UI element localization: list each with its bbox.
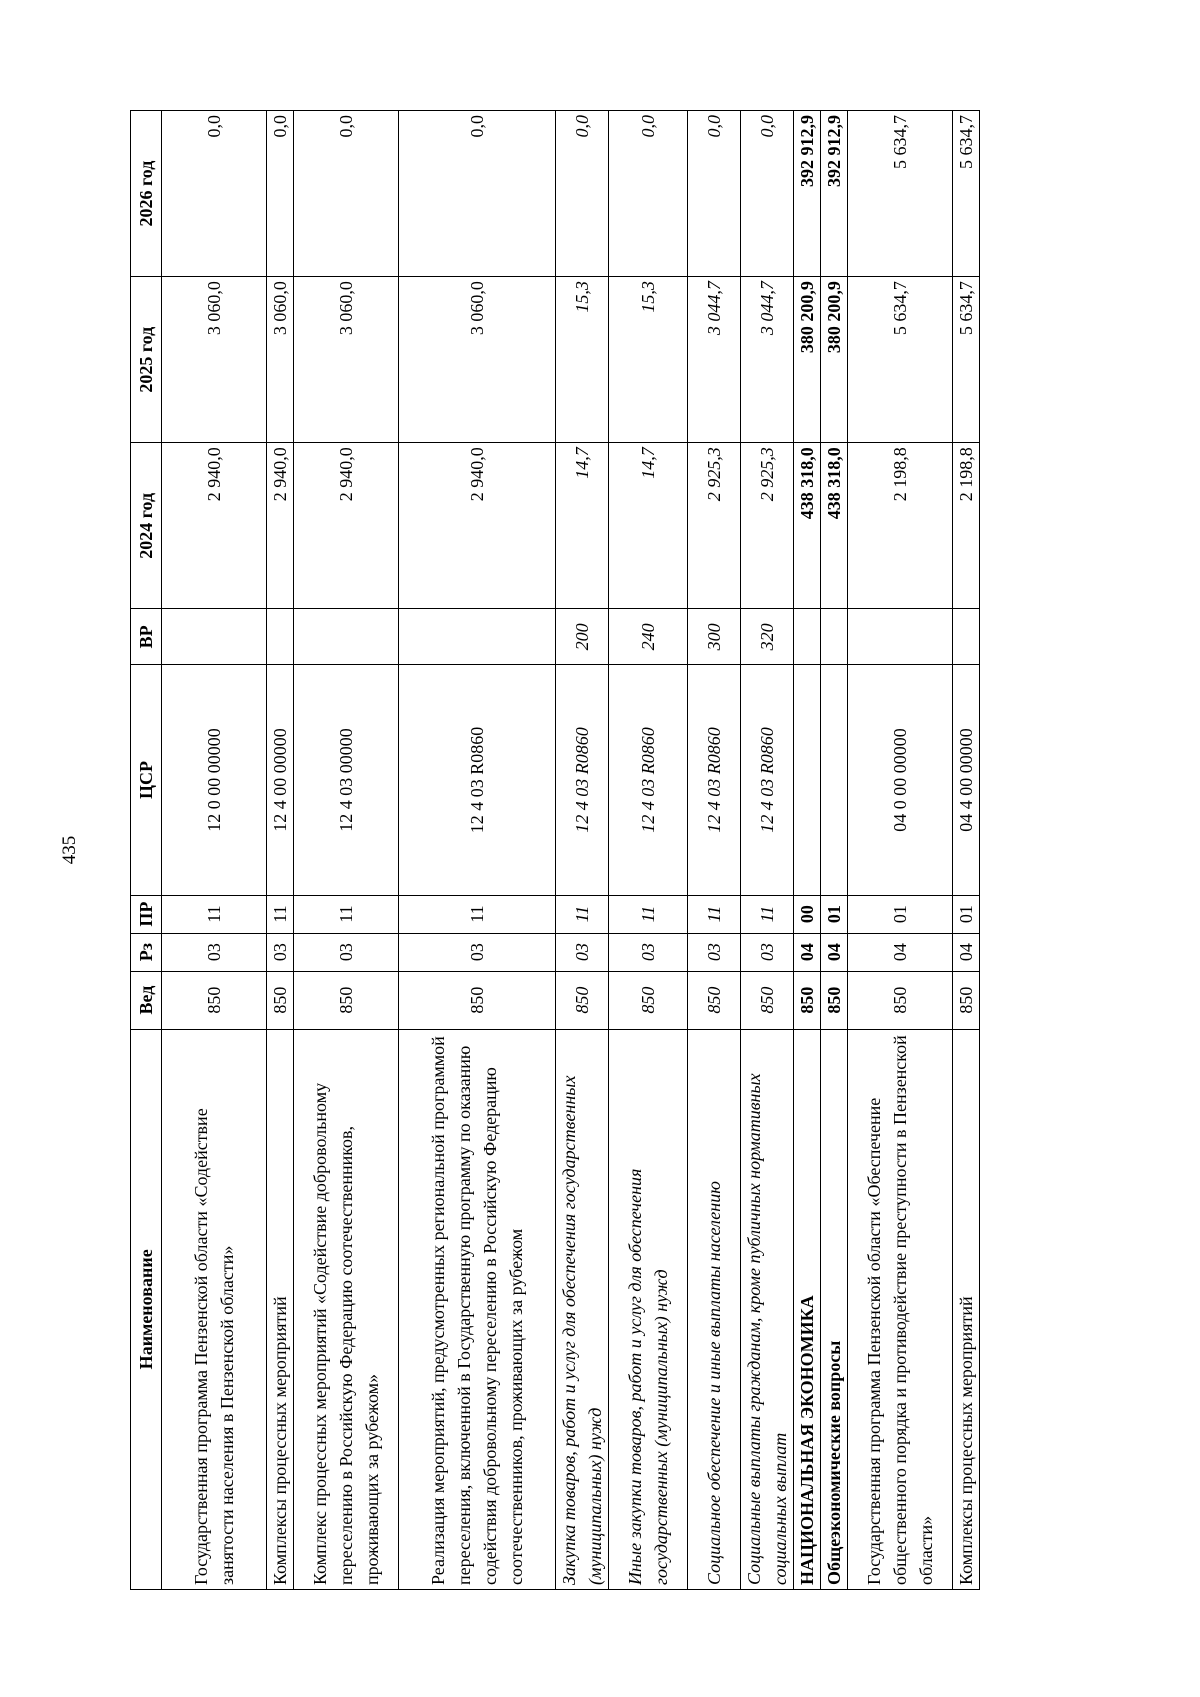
- row-rz: 03: [741, 933, 794, 971]
- row-2024: 2 198,8: [953, 443, 980, 609]
- row-csr: 12 4 03 R0860: [609, 665, 688, 895]
- row-2026: 0,0: [267, 111, 294, 277]
- row-rz: 03: [267, 933, 294, 971]
- row-rz: 03: [688, 933, 741, 971]
- row-pr: 01: [821, 895, 848, 933]
- row-ved: 850: [821, 971, 848, 1029]
- row-2026: 392 912,9: [794, 111, 821, 277]
- row-ved: 850: [848, 971, 953, 1029]
- table-row: [821, 111, 848, 1590]
- row-name: Социальное обеспечение и иные выплаты населению: [688, 1029, 741, 1589]
- row-name: Комплексы процессных мероприятий: [953, 1029, 980, 1589]
- row-2026: 5 634,7: [953, 111, 980, 277]
- table-row: [794, 111, 821, 1590]
- table-header-row: [131, 111, 162, 1590]
- row-csr: 04 4 00 00000: [953, 665, 980, 895]
- row-2024: 2 925,3: [688, 443, 741, 609]
- row-pr: 01: [953, 895, 980, 933]
- row-vr: 200: [556, 609, 609, 665]
- row-pr: 11: [267, 895, 294, 933]
- row-name: Социальные выплаты гражданам, кроме публичных нормативных социальных выплат: [741, 1029, 794, 1589]
- row-rz: 04: [821, 933, 848, 971]
- row-2024: 14,7: [609, 443, 688, 609]
- table-row: [741, 111, 794, 1590]
- row-2024: 2 940,0: [267, 443, 294, 609]
- row-ved: 850: [556, 971, 609, 1029]
- budget-table-wrapper: [130, 110, 976, 1590]
- row-rz: 04: [794, 933, 821, 971]
- row-pr: 11: [399, 895, 556, 933]
- row-2026: 0,0: [556, 111, 609, 277]
- row-rz: 03: [556, 933, 609, 971]
- row-vr: [953, 609, 980, 665]
- row-csr: 12 4 03 R0860: [399, 665, 556, 895]
- row-2024: 2 940,0: [399, 443, 556, 609]
- row-vr: [794, 609, 821, 665]
- row-2026: 0,0: [162, 111, 267, 277]
- table-row: [399, 111, 556, 1590]
- row-rz: 03: [294, 933, 399, 971]
- row-vr: [162, 609, 267, 665]
- table-row: [294, 111, 399, 1590]
- row-csr: 04 0 00 00000: [848, 665, 953, 895]
- budget-table: [130, 110, 980, 1590]
- row-2025: 3 044,7: [741, 277, 794, 443]
- row-ved: 850: [399, 971, 556, 1029]
- row-csr: [794, 665, 821, 895]
- row-pr: 11: [162, 895, 267, 933]
- row-2025: 3 060,0: [399, 277, 556, 443]
- row-2024: 438 318,0: [794, 443, 821, 609]
- row-2024: 2 940,0: [162, 443, 267, 609]
- row-rz: 03: [162, 933, 267, 971]
- row-vr: [848, 609, 953, 665]
- row-2025: 5 634,7: [848, 277, 953, 443]
- row-name: Государственная программа Пензенской области «Содействие занятости населения в Пензенской области»: [162, 1029, 267, 1589]
- header-2024: 2024 год: [131, 443, 162, 609]
- row-2026: 392 912,9: [821, 111, 848, 277]
- row-vr: [399, 609, 556, 665]
- header-name: Наименование: [131, 1029, 162, 1589]
- row-name: Общеэкономические вопросы: [821, 1029, 848, 1589]
- row-pr: 11: [688, 895, 741, 933]
- row-vr: [267, 609, 294, 665]
- row-2025: 5 634,7: [953, 277, 980, 443]
- header-2025: 2025 год: [131, 277, 162, 443]
- row-name: Иные закупки товаров, работ и услуг для обеспечения государственных (муниципальных) нужд: [609, 1029, 688, 1589]
- row-2024: 14,7: [556, 443, 609, 609]
- row-ved: 850: [688, 971, 741, 1029]
- header-csr: ЦСР: [131, 665, 162, 895]
- page-number: 435: [59, 835, 80, 865]
- row-rz: 03: [609, 933, 688, 971]
- row-vr: 240: [609, 609, 688, 665]
- row-2026: 0,0: [609, 111, 688, 277]
- row-2026: 0,0: [741, 111, 794, 277]
- row-csr: 12 4 03 R0860: [741, 665, 794, 895]
- row-rz: 03: [399, 933, 556, 971]
- row-pr: 11: [294, 895, 399, 933]
- row-2025: 3 060,0: [294, 277, 399, 443]
- row-csr: 12 4 03 R0860: [688, 665, 741, 895]
- row-name: Закупка товаров, работ и услуг для обеспечения государственных (муниципальных) нужд: [556, 1029, 609, 1589]
- row-2025: 3 060,0: [162, 277, 267, 443]
- row-ved: 850: [794, 971, 821, 1029]
- row-ved: 850: [294, 971, 399, 1029]
- row-vr: [821, 609, 848, 665]
- row-2026: 0,0: [399, 111, 556, 277]
- header-pr: ПР: [131, 895, 162, 933]
- header-ved: Вед: [131, 971, 162, 1029]
- row-ved: 850: [953, 971, 980, 1029]
- table-row: [267, 111, 294, 1590]
- row-2024: 2 925,3: [741, 443, 794, 609]
- table-row: [848, 111, 953, 1590]
- row-name: Реализация мероприятий, предусмотренных региональной программой переселения, включенной в Государственную программу по оказанию содействия добровольному переселению в Российскую Федерацию соотечественников, проживающих за рубежом: [399, 1029, 556, 1589]
- row-csr: [821, 665, 848, 895]
- row-2024: 438 318,0: [821, 443, 848, 609]
- row-2025: 15,3: [556, 277, 609, 443]
- table-row: [688, 111, 741, 1590]
- row-2026: 0,0: [688, 111, 741, 277]
- row-2024: 2 940,0: [294, 443, 399, 609]
- row-2026: 0,0: [294, 111, 399, 277]
- row-rz: 04: [953, 933, 980, 971]
- header-vr: ВР: [131, 609, 162, 665]
- table-row: [609, 111, 688, 1590]
- row-2025: 15,3: [609, 277, 688, 443]
- row-pr: 11: [609, 895, 688, 933]
- row-pr: 11: [556, 895, 609, 933]
- table-row: [556, 111, 609, 1590]
- row-ved: 850: [267, 971, 294, 1029]
- row-2025: 380 200,9: [794, 277, 821, 443]
- row-csr: 12 4 03 00000: [294, 665, 399, 895]
- row-csr: 12 4 00 00000: [267, 665, 294, 895]
- row-csr: 12 4 03 R0860: [556, 665, 609, 895]
- row-csr: 12 0 00 00000: [162, 665, 267, 895]
- row-vr: 300: [688, 609, 741, 665]
- row-2026: 5 634,7: [848, 111, 953, 277]
- row-vr: 320: [741, 609, 794, 665]
- table-row: [162, 111, 267, 1590]
- row-pr: 00: [794, 895, 821, 933]
- row-vr: [294, 609, 399, 665]
- row-2025: 3 060,0: [267, 277, 294, 443]
- row-name: НАЦИОНАЛЬНАЯ ЭКОНОМИКА: [794, 1029, 821, 1589]
- row-rz: 04: [848, 933, 953, 971]
- row-pr: 01: [848, 895, 953, 933]
- table-row: [953, 111, 980, 1590]
- row-ved: 850: [609, 971, 688, 1029]
- header-2026: 2026 год: [131, 111, 162, 277]
- row-ved: 850: [162, 971, 267, 1029]
- row-pr: 11: [741, 895, 794, 933]
- row-2025: 3 044,7: [688, 277, 741, 443]
- row-name: Комплекс процессных мероприятий «Содействие добровольному переселению в Российскую Федерацию соотечественников, проживающих за рубежом»: [294, 1029, 399, 1589]
- row-name: Государственная программа Пензенской области «Обеспечение общественного порядка и противодействие преступности в Пензенской области»: [848, 1029, 953, 1589]
- row-ved: 850: [741, 971, 794, 1029]
- row-2025: 380 200,9: [821, 277, 848, 443]
- row-2024: 2 198,8: [848, 443, 953, 609]
- header-rz: Рз: [131, 933, 162, 971]
- row-name: Комплексы процессных мероприятий: [267, 1029, 294, 1589]
